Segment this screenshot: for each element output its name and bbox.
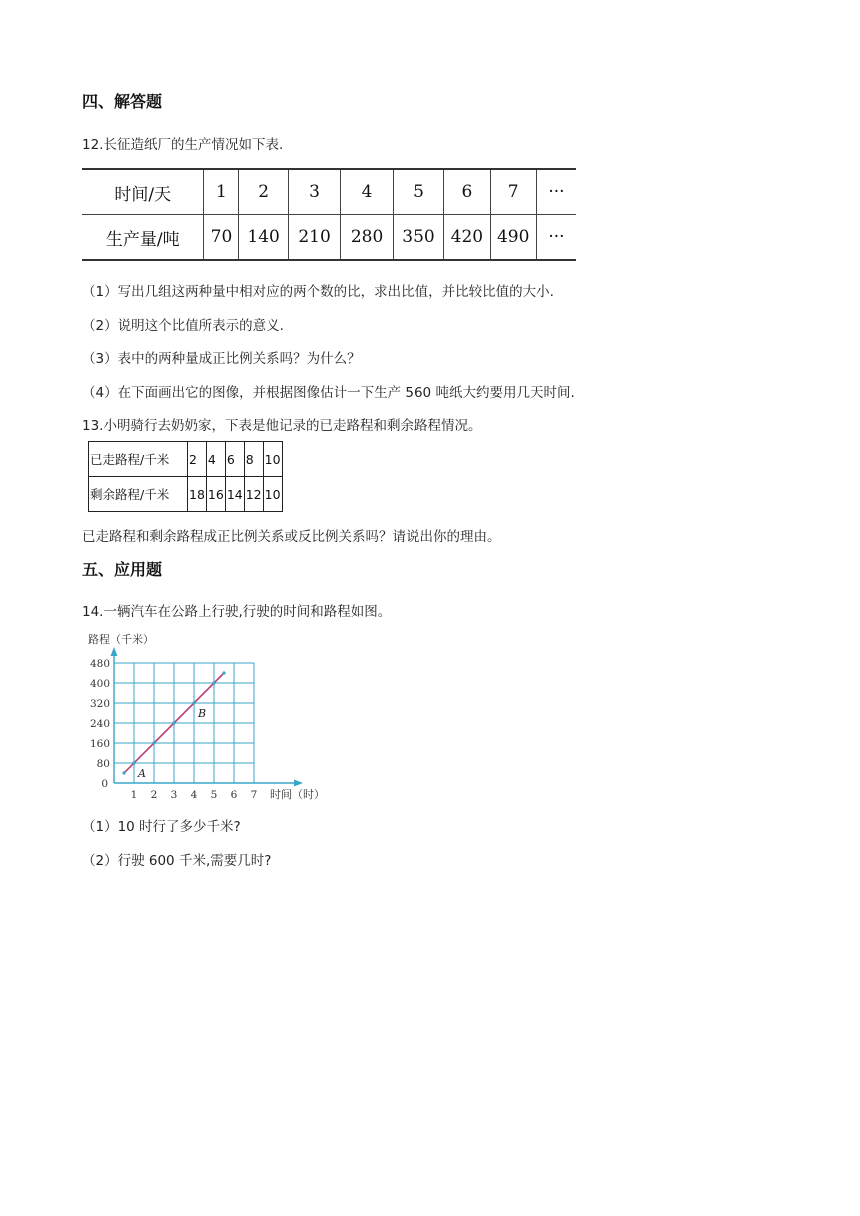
table-cell: ··· — [536, 215, 576, 261]
chart-axes — [111, 647, 304, 787]
table-cell: 1 — [204, 169, 239, 215]
table-cell: 10 — [263, 477, 282, 512]
data-point — [172, 721, 175, 724]
table-row — [89, 477, 283, 512]
q13-question: 已走路程和剩余路程成正比例关系或反比例关系吗？请说出你的理由。 — [82, 529, 501, 545]
distance-time-chart — [82, 628, 332, 806]
table-cell: 3 — [288, 169, 340, 215]
production-table — [82, 168, 576, 261]
table-cell: 18 — [188, 477, 207, 512]
x-tick-label: 1 — [130, 789, 138, 801]
q12-sub-3: （3）表中的两种量成正比例关系吗？为什么？ — [82, 351, 361, 367]
row-header-remaining: 剩余路程/千米 — [89, 477, 188, 512]
table-cell: 70 — [204, 215, 239, 261]
x-axis-label: 时间（时） — [270, 788, 325, 801]
table-cell: 2 — [188, 442, 207, 477]
section-title-5: 五、应用题 — [82, 560, 163, 579]
x-axis-arrow — [294, 780, 303, 787]
table-cell: ··· — [536, 169, 576, 215]
table-cell: 420 — [444, 215, 490, 261]
section-title-4: 四、解答题 — [82, 92, 163, 111]
table-cell: 6 — [444, 169, 490, 215]
table-row — [82, 215, 576, 261]
y-tick-label: 160 — [89, 738, 110, 750]
q12-stem: 12.长征造纸厂的生产情况如下表. — [82, 137, 284, 153]
table-cell: 16 — [206, 477, 225, 512]
table-cell: 6 — [225, 442, 244, 477]
row-header-output: 生产量/吨 — [82, 215, 204, 261]
table-cell: 350 — [393, 215, 443, 261]
x-tick-label: 4 — [190, 789, 198, 801]
table-cell: 210 — [288, 215, 340, 261]
data-point — [222, 671, 225, 674]
x-tick-label: 7 — [250, 789, 258, 801]
data-point — [152, 741, 155, 744]
x-tick-label: 3 — [170, 789, 178, 801]
q13-stem: 13.小明骑行去奶奶家，下表是他记录的已走路程和剩余路程情况。 — [82, 418, 482, 434]
y-axis-label: 路程（千米） — [88, 633, 154, 646]
q12-sub-1: （1）写出几组这两种量中相对应的两个数的比，求出比值，并比较比值的大小. — [82, 284, 554, 300]
y-tick-label: 320 — [89, 698, 110, 710]
x-tick-label: 5 — [210, 789, 218, 801]
table-cell: 10 — [263, 442, 282, 477]
y-tick-label: 480 — [89, 658, 110, 670]
table-cell: 7 — [490, 169, 536, 215]
q14-stem: 14.一辆汽车在公路上行驶,行驶的时间和路程如图。 — [82, 604, 392, 620]
point-label-b: B — [198, 707, 207, 720]
origin-label: 0 — [101, 778, 108, 790]
y-axis-arrow — [111, 647, 118, 656]
data-point — [192, 701, 195, 704]
table-cell: 14 — [225, 477, 244, 512]
distance-table — [88, 441, 283, 512]
q14-sub-2: （2）行驶 600 千米,需要几时? — [82, 853, 272, 869]
q12-sub-2: （2）说明这个比值所表示的意义. — [82, 318, 284, 334]
table-cell: 12 — [244, 477, 263, 512]
data-point — [122, 771, 125, 774]
table-cell: 140 — [239, 215, 288, 261]
table-row — [89, 442, 283, 477]
y-tick-label: 80 — [96, 758, 110, 770]
table-cell: 5 — [393, 169, 443, 215]
q12-sub-4: （4）在下面画出它的图像，并根据图像估计一下生产 560 吨纸大约要用几天时间. — [82, 385, 575, 401]
y-tick-label: 400 — [89, 678, 110, 690]
q14-sub-1: （1）10 时行了多少千米? — [82, 819, 241, 835]
table-cell: 8 — [244, 442, 263, 477]
table-cell: 4 — [206, 442, 225, 477]
table-row — [82, 169, 576, 215]
x-tick-label: 2 — [150, 789, 158, 801]
x-tick-label: 6 — [230, 789, 238, 801]
data-point — [132, 761, 135, 764]
row-header-days: 时间/天 — [82, 169, 204, 215]
table-cell: 4 — [341, 169, 393, 215]
table-cell: 2 — [239, 169, 288, 215]
row-header-walked: 已走路程/千米 — [89, 442, 188, 477]
data-point — [212, 681, 215, 684]
table-cell: 280 — [341, 215, 393, 261]
chart-grid — [114, 663, 254, 783]
y-tick-label: 240 — [89, 718, 110, 730]
table-cell: 490 — [490, 215, 536, 261]
point-label-a: A — [138, 767, 146, 780]
